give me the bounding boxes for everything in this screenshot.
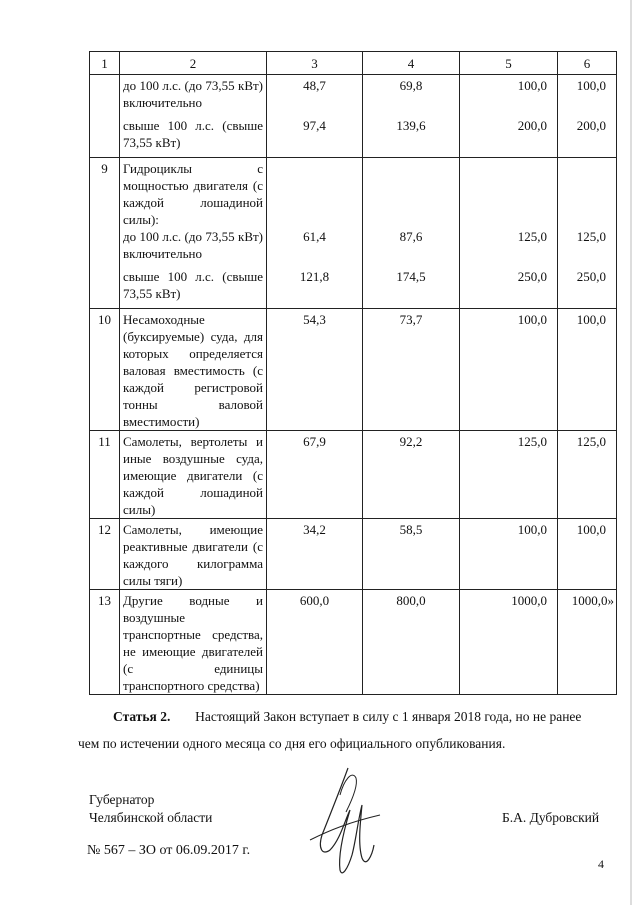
value: 69,8	[399, 78, 423, 93]
header-cell: 2	[120, 52, 267, 75]
row-name: Другие водные и воздушные транспортные средства, не имеющие двигателей (с единицы транспортного средства)	[120, 590, 267, 695]
rate-cell-3: 54,3	[267, 309, 363, 431]
rate-cell-4: 800,0	[363, 590, 460, 695]
rate-cell-5: 1000,0	[460, 590, 558, 695]
value: 250,0	[576, 269, 606, 284]
page-number: 4	[598, 857, 604, 871]
rate-cell-3: 600,0	[267, 590, 363, 695]
table-header-row	[90, 52, 617, 75]
row-number: 10	[90, 309, 120, 431]
rate-cell-5: 125,0	[460, 431, 558, 519]
row-name: Несамоходные (буксируемые) суда, для которых определяется валовая вместимость (с каждой регистровой тонны валовой вместимости)	[120, 309, 267, 431]
article-line-2: чем по истечении одного месяца со дня его официального опубликования.	[78, 736, 506, 751]
governor-title: Губернатор	[89, 792, 155, 807]
article-label: Статья 2.	[113, 709, 171, 724]
value: 174,5	[396, 269, 426, 284]
value: 200,0	[576, 118, 606, 133]
region-title: Челябинской области	[89, 810, 213, 825]
value: 48,7	[303, 78, 326, 93]
value: 61,4	[303, 229, 326, 244]
value: 87,6	[399, 229, 423, 244]
row-name: Самолеты, имеющие реактивные двигатели (с каждого килограмма силы тяги)	[120, 519, 267, 590]
value: 121,8	[299, 269, 330, 284]
value: 100,0	[576, 78, 606, 93]
header-cell: 3	[267, 52, 363, 75]
value: 139,6	[396, 118, 426, 133]
rate-cell-3	[267, 158, 363, 309]
rate-cell-4: 92,2	[363, 431, 460, 519]
value: 250,0	[517, 269, 547, 284]
article-line-1: Настоящий Закон вступает в силу с 1 января 2018 года, но не ранее	[195, 709, 582, 724]
value: 97,4	[303, 118, 326, 133]
row-number: 11	[90, 431, 120, 519]
rate-cell-4	[363, 75, 460, 158]
rate-cell-5: 100,0	[460, 309, 558, 431]
rate-cell-6: 100,0	[558, 309, 617, 431]
sub-item-name: до 100 л.с. (до 73,55 кВт) включительно	[123, 78, 263, 110]
handwritten-signature	[300, 760, 410, 890]
header-cell: 4	[363, 52, 460, 75]
rate-cell-6	[558, 158, 617, 309]
rate-cell-3: 34,2	[267, 519, 363, 590]
value: 125,0	[576, 229, 606, 244]
sub-item-name: свыше 100 л.с. (свыше 73,55 кВт)	[123, 269, 263, 301]
rate-cell-3: 67,9	[267, 431, 363, 519]
header-cell: 6	[558, 52, 617, 75]
table-row	[90, 590, 617, 695]
rate-cell-4	[363, 158, 460, 309]
row-name-cell	[120, 75, 267, 158]
table-row	[90, 158, 617, 309]
rate-cell-6: 125,0	[558, 431, 617, 519]
rate-cell-4: 73,7	[363, 309, 460, 431]
rate-cell-4: 58,5	[363, 519, 460, 590]
rate-cell-3	[267, 75, 363, 158]
article-paragraph	[113, 709, 581, 725]
value: 200,0	[517, 118, 547, 133]
table-row	[90, 75, 617, 158]
rate-cell-6: 1000,0»	[558, 590, 617, 695]
row-name-cell	[120, 158, 267, 309]
row-number: 13	[90, 590, 120, 695]
scan-edge	[630, 0, 632, 905]
sub-item-name: свыше 100 л.с. (свыше 73,55 кВт)	[123, 118, 263, 150]
rate-cell-5	[460, 158, 558, 309]
row-name: Самолеты, вертолеты и иные воздушные суда, имеющие двигатели (с каждой лошадиной силы)	[120, 431, 267, 519]
sub-item-name: до 100 л.с. (до 73,55 кВт) включительно	[123, 229, 263, 261]
row-number: 12	[90, 519, 120, 590]
header-cell: 5	[460, 52, 558, 75]
rate-cell-5	[460, 75, 558, 158]
signatory-name: Б.А. Дубровский	[502, 810, 600, 825]
rate-cell-5: 100,0	[460, 519, 558, 590]
value: 125,0	[517, 229, 547, 244]
rates-table	[89, 51, 617, 695]
rate-cell-6	[558, 75, 617, 158]
row-title: Гидроциклы с мощностью двигателя (с каждой лошадиной силы):	[123, 161, 263, 227]
table-row	[90, 431, 617, 519]
value: 100,0	[517, 78, 547, 93]
header-cell: 1	[90, 52, 120, 75]
table-row	[90, 309, 617, 431]
rate-cell-6: 100,0	[558, 519, 617, 590]
table-row	[90, 519, 617, 590]
row-number: 9	[90, 158, 120, 309]
row-number	[90, 75, 120, 158]
law-number: № 567 – ЗО от 06.09.2017 г.	[87, 843, 251, 858]
